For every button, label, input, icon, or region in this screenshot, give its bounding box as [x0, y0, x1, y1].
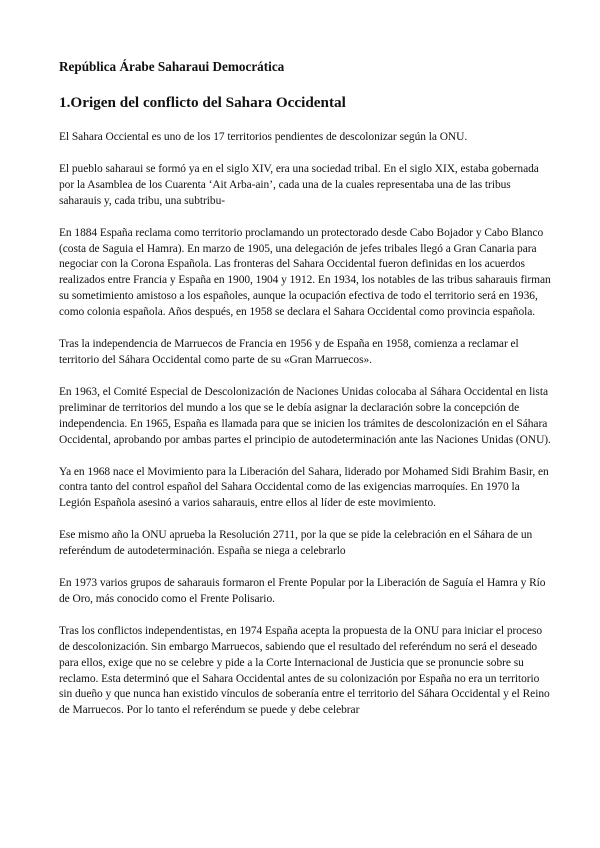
- paragraph-un-decolonization: En 1963, el Comité Especial de Descolonización de Naciones Unidas colocaba al Sáhara Occidental en lista preliminar de territorios del mundo a los que se le debía asignar la declaración sobre la concepción de independencia. En 1965, España es llamada para que se inicien los trámites de descolonización en el Sáhara Occidental, aprobando por ambas partes el principio de autodeterminación ante las Naciones Unidas (ONU).: [59, 385, 551, 446]
- paragraph-intro: El Sahara Occiental es uno de los 17 territorios pendientes de descolonizar según la ONU.: [59, 131, 468, 143]
- paragraph-colonization: En 1884 España reclama como territorio proclamando un protectorado desde Cabo Bojador y Cabo Blanco (costa de Saguia el Hamra). En marzo de 1905, una delegación de jefes tribales llegó a Gran Canaria para negociar con la Corona Española. Las fronteras del Sahara Occidental fueron definidas en los acuerdos realizados entre Francia y España en 1900, 1904 y 1912. En 1934, los notables de las tribus saharauis firman su sometimiento amistoso a los españoles, aunque la ocupación efectiva de todo el territorio será en 1936, como colonia española. Años después, en 1958 se declara el Sahara Occidental como provincia española.: [59, 226, 551, 319]
- paragraph-referendum: Tras los conflictos independentistas, en 1974 España acepta la propuesta de la ONU para iniciar el proceso de descolonización. Sin embargo Marruecos, sabiendo que el resultado del referéndum no será el deseado para ellos, exige que no se celebre y pide a la Corte Internacional de Justicia que se pronuncie sobre su reclamo. Esta determinó que el Sahara Occidental antes de su colonización por España no era un territorio sin dueño y que nunca han existido vínculos de soberanía entre el territorio del Sáhara Occidental y el Reino de Marruecos. Por lo tanto el referéndum se puede y debe celebrar: [59, 624, 550, 717]
- paragraph-polisario: En 1973 varios grupos de saharauis formaron el Frente Popular por la Liberación de Saguía el Hamra y Río de Oro, más conocido como el Frente Polisario.: [59, 577, 546, 605]
- document-title: República Árabe Saharaui Democrática: [59, 59, 285, 74]
- paragraph-morocco-claim: Tras la independencia de Marruecos de Francia en 1956 y de España en 1958, comienza a reclamar el territorio del Sáhara Occidental como parte de su «Gran Marruecos».: [59, 338, 519, 366]
- paragraph-origins: El pueblo saharaui se formó ya en el siglo XIV, era una sociedad tribal. En el siglo XIX, estaba gobernada por la Asamblea de los Cuarenta ‘Ait Arba-ain’, cada una de la cuales representaba una de las tribus saharauis y, cada tribu, una subtribu-: [59, 162, 539, 207]
- section-heading: 1.Origen del conflicto del Sahara Occidental: [59, 94, 346, 111]
- paragraph-liberation-movement: Ya en 1968 nace el Movimiento para la Liberación del Sahara, liderado por Mohamed Sidi Brahim Basir, en contra tanto del control español del Sahara Occidental como de las exigencias marroquíes. En 1970 la Legión Española asesinó a varios saharauis, entre ellos al líder de este movimiento.: [59, 465, 549, 510]
- paragraph-resolution-2711: Ese mismo año la ONU aprueba la Resolución 2711, por la que se pide la celebración en el Sáhara de un referéndum de autodeterminación. España se niega a celebrarlo: [59, 529, 533, 558]
- document-page: [59, 58, 551, 719]
